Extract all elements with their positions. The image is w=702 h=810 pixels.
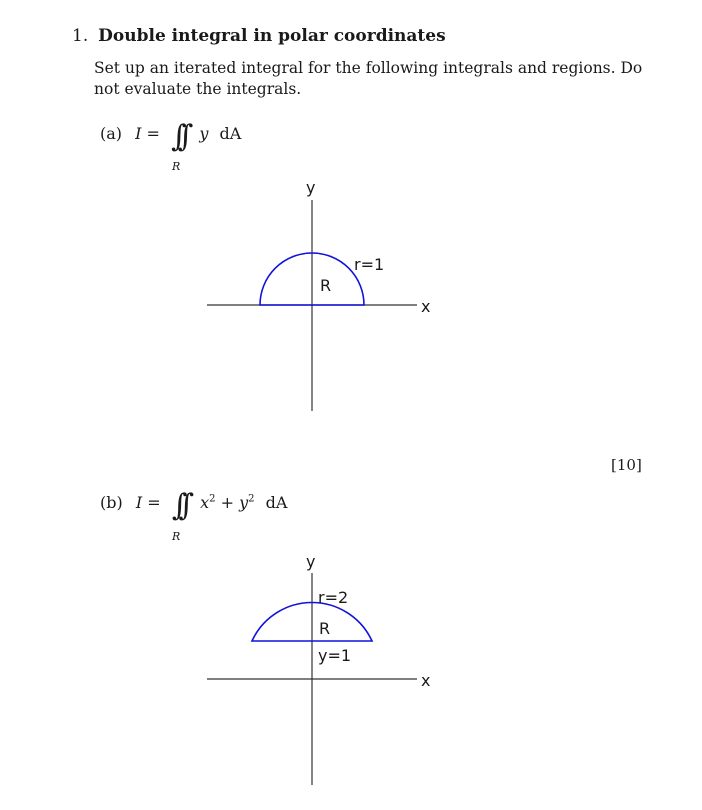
part-a-region-subscript: R	[172, 160, 181, 173]
question-title: Double integral in polar coordinates	[98, 26, 446, 46]
part-a-y-label: y	[306, 178, 316, 197]
part-a-region-label: R	[320, 276, 332, 295]
part-a-integrand: y	[199, 124, 209, 143]
part-a-x-label: x	[421, 297, 431, 316]
part-b-integrand-y: y	[239, 493, 249, 512]
part-b-x-label: x	[421, 671, 431, 690]
part-b-region-subscript: R	[172, 530, 181, 543]
part-b-lhs: I	[135, 493, 143, 512]
part-a-differential: dA	[219, 124, 242, 143]
part-b-exponent-x: 2	[209, 493, 216, 505]
double-integral-symbol: ∫∫	[171, 119, 185, 154]
part-b-integrand-x: x	[200, 493, 210, 512]
part-b-plus: +	[220, 493, 235, 512]
part-b-curve-label: r=2	[318, 588, 349, 607]
part-b-label: (b)	[100, 493, 123, 512]
marks-label: [10]	[611, 456, 642, 474]
part-b-equals: =	[147, 493, 161, 512]
part-b-y-label: y	[306, 552, 316, 571]
part-b-exponent-y: 2	[248, 493, 255, 505]
part-b-region-label: R	[319, 619, 331, 638]
question-number: 1.	[72, 26, 89, 46]
part-a-equals: =	[146, 124, 160, 143]
part-a-label: (a)	[100, 124, 123, 143]
part-b-line-label: y=1	[318, 646, 352, 665]
double-integral-symbol: ∫∫	[171, 488, 186, 523]
part-a-curve-label: r=1	[354, 255, 385, 274]
part-a-lhs: I	[135, 124, 142, 143]
question-instructions: Set up an iterated integral for the following integrals and regions. Do not evaluate the integrals.	[94, 59, 643, 98]
part-b-differential: dA	[265, 493, 288, 512]
